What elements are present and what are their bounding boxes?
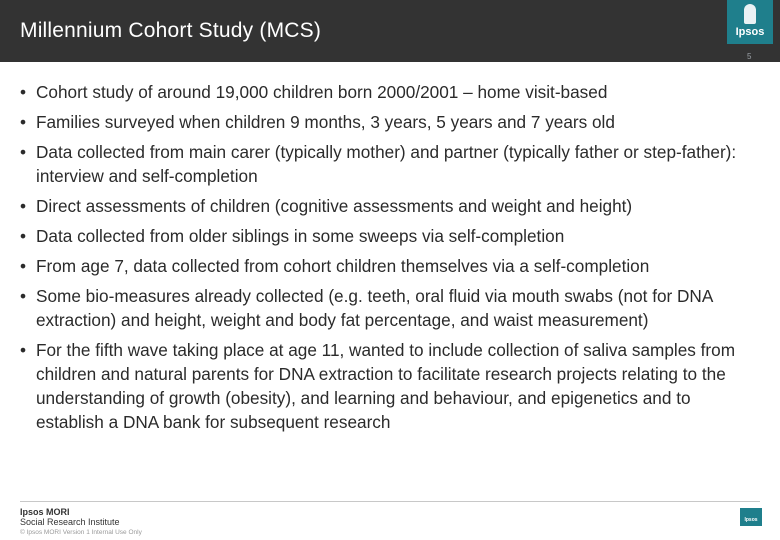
bullet-icon: •	[20, 142, 27, 162]
footer-brand-subtitle: Social Research Institute	[20, 517, 120, 527]
bullet-item	[20, 80, 760, 104]
bullet-text: Data collected from main carer (typically mother) and partner (typically father or step-father): interview and self-completion	[36, 142, 737, 186]
bullet-icon: •	[20, 82, 27, 102]
bullet-icon: •	[20, 286, 27, 306]
bullet-text: Data collected from older siblings in some sweeps via self-completion	[36, 226, 565, 246]
bullet-text: Cohort study of around 19,000 children born 2000/2001 – home visit-based	[36, 82, 608, 102]
bullet-icon: •	[20, 226, 27, 246]
bullet-text: Direct assessments of children (cognitive assessments and weight and height)	[36, 196, 633, 216]
bullet-item	[20, 224, 760, 248]
bullet-text: Families surveyed when children 9 months, 3 years, 5 years and 7 years old	[36, 112, 615, 132]
bullet-icon: •	[20, 112, 27, 132]
bullet-item	[20, 284, 760, 332]
bullet-text: Some bio-measures already collected (e.g. teeth, oral fluid via mouth swabs (not for DNA extraction) and height, weight and body fat percentage, and waist measurement)	[36, 286, 713, 330]
page-title: Millennium Cohort Study (MCS)	[20, 19, 322, 42]
logo-mark-icon	[744, 4, 756, 24]
bullet-item	[20, 338, 760, 434]
ipsos-logo	[727, 0, 773, 44]
bullet-icon: •	[20, 340, 27, 360]
page-number: 5	[747, 52, 752, 61]
bullet-icon: •	[20, 256, 27, 276]
logo-text: Ipsos	[735, 26, 765, 38]
bullet-item	[20, 194, 760, 218]
bullet-text: For the fifth wave taking place at age 11, wanted to include collection of saliva samples from children and natural parents for DNA extraction to facilitate research projects relating to the understanding of growth (obesity), and learning and behaviour, and epigenetics and to establish a DNA bank for subsequent research	[36, 340, 736, 432]
footer-divider	[20, 501, 760, 502]
footer-brand	[20, 507, 120, 527]
footer-brand-name: Ipsos MORI	[20, 507, 70, 517]
bullet-item	[20, 110, 760, 134]
header-bar	[0, 0, 780, 62]
bullet-text: From age 7, data collected from cohort children themselves via a self-completion	[36, 256, 650, 276]
bullet-icon: •	[20, 196, 27, 216]
bullet-item	[20, 140, 760, 188]
bullet-list	[20, 80, 760, 440]
bullet-item	[20, 254, 760, 278]
footer-copyright: © Ipsos MORI Version 1 Internal Use Only	[20, 529, 142, 536]
footer-logo: Ipsos	[740, 508, 762, 526]
